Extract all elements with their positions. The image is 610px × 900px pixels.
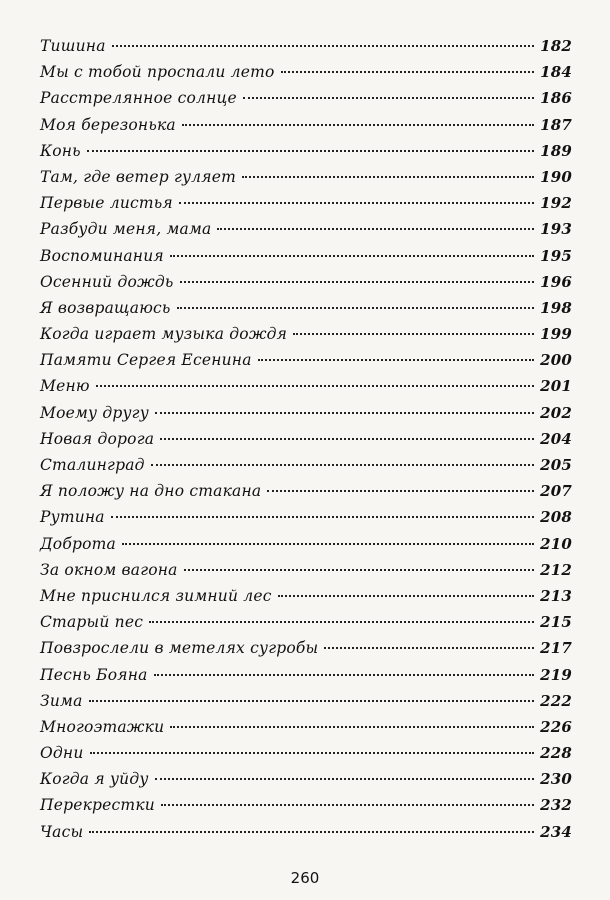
toc-entry-page: 187 [540,115,572,134]
dot-leader [89,831,534,833]
toc-entry [40,662,572,688]
toc-entry-title: Повзрослели в метелях сугробы [40,639,319,658]
dot-leader [96,385,534,387]
dot-leader [182,124,534,126]
toc-entry-page: 219 [540,665,572,684]
toc-entry-page: 196 [540,272,572,291]
dot-leader [112,45,534,47]
toc-entry-title: Новая дорога [40,429,155,448]
toc-entry-page: 207 [540,482,572,501]
dot-leader [90,752,535,754]
dot-leader [180,281,535,283]
toc-entry-title: Когда я уйду [40,770,149,789]
toc-entry-title: Я возвращаюсь [40,298,171,317]
toc-entry-title: Тишина [40,37,106,55]
toc-entry [40,216,572,242]
dot-leader [170,255,534,257]
toc-entry [40,688,572,714]
toc-entry [40,112,572,138]
toc-entry [40,609,572,635]
dot-leader [161,804,534,806]
toc-entry-title: Там, где ветер гуляет [40,167,236,186]
toc-entry [40,426,572,452]
toc-entry-page: 201 [540,377,572,396]
toc-entry-title: Многоэтажки [40,717,165,736]
toc-entry-title: Часы [40,822,84,841]
toc-entry-title: Мы с тобой проспали лето [40,63,275,82]
toc-entry-page: 182 [540,37,572,55]
dot-leader [155,778,535,780]
toc-entry-page: 232 [540,796,572,815]
toc-entry-page: 222 [540,691,572,710]
toc-entry [40,635,572,661]
dot-leader [170,726,534,728]
dot-leader [281,71,535,73]
toc-entry-page: 228 [540,744,572,763]
toc-entry-title: Осенний дождь [40,272,174,291]
dot-leader [324,647,534,649]
toc-entry-page: 198 [540,298,572,317]
toc-entry-title: Конь [40,141,81,160]
toc-entry-title: Песнь Бояна [40,665,148,684]
toc-entry [40,504,572,530]
toc-entry-page: 190 [540,167,572,186]
toc-entry-page: 186 [540,89,572,108]
dot-leader [89,700,535,702]
toc-entry-title: Памяти Сергея Есенина [40,351,252,370]
dot-leader [122,543,534,545]
dot-leader [243,97,534,99]
toc-entry-page: 195 [540,246,572,265]
dot-leader [111,516,534,518]
toc-entry-title: Сталинград [40,456,145,474]
dot-leader [293,333,534,335]
toc-entry [40,59,572,85]
toc-entry [40,531,572,557]
toc-entry [40,478,572,504]
toc-entry [40,766,572,792]
dot-leader [258,359,534,361]
toc-entry-page: 210 [540,534,572,553]
toc-entry-title: Меню [40,377,90,396]
toc-entry-page: 215 [540,613,572,632]
toc-entry-title: Перекрестки [40,796,155,815]
toc-entry [40,138,572,164]
toc-entry [40,373,572,399]
page-number: 260 [290,869,320,887]
toc-entry-page: 189 [540,141,572,160]
dot-leader [154,674,534,676]
toc-entry-page: 234 [540,822,572,841]
dot-leader [217,228,534,230]
toc-entry-title: Когда играет музыка дождя [40,325,288,344]
table-of-contents [40,33,572,845]
toc-entry [40,740,572,766]
toc-entry [40,400,572,426]
toc-entry-title: Рутина [40,508,105,527]
toc-entry-title: Моя березонька [40,115,176,134]
toc-entry-title: Воспоминания [40,246,164,265]
toc-entry [40,714,572,740]
toc-entry-title: Первые листья [40,194,173,213]
dot-leader [160,438,534,440]
toc-entry [40,243,572,269]
toc-entry [40,321,572,347]
toc-entry-title: Я положу на дно стакана [40,482,262,501]
toc-entry-title: Старый пес [40,613,144,632]
toc-entry-title: За окном вагона [40,560,178,579]
toc-entry-page: 230 [540,770,572,789]
toc-entry [40,347,572,373]
toc-entry-title: Доброта [40,534,116,553]
toc-entry [40,85,572,111]
toc-entry-page: 184 [540,63,572,82]
dot-leader [242,176,534,178]
dot-leader [149,621,534,623]
toc-entry-page: 192 [540,194,572,213]
toc-entry-title: Одни [40,744,84,763]
dot-leader [278,595,534,597]
toc-entry [40,792,572,818]
dot-leader [179,202,534,204]
dot-leader [184,569,534,571]
toc-entry [40,164,572,190]
toc-entry [40,557,572,583]
toc-entry-page: 213 [540,586,572,605]
toc-entry-page: 212 [540,560,572,579]
toc-entry-title: Зима [40,691,83,710]
toc-entry [40,819,572,845]
toc-entry-page: 208 [540,508,572,527]
toc-entry [40,269,572,295]
toc-entry-page: 193 [540,220,572,239]
toc-entry [40,295,572,321]
toc-entry-page: 205 [540,456,572,474]
dot-leader [87,150,534,152]
toc-entry-title: Моему другу [40,403,149,422]
dot-leader [177,307,535,309]
toc-entry [40,190,572,216]
toc-entry-page: 226 [540,717,572,736]
dot-leader [155,412,534,414]
dot-leader [151,464,534,466]
toc-entry-page: 199 [540,325,572,344]
toc-entry-title: Расстрелянное солнце [40,89,237,108]
toc-entry [40,452,572,478]
toc-entry [40,33,572,59]
toc-entry-page: 200 [540,351,572,370]
toc-entry-title: Разбуди меня, мама [40,220,212,239]
toc-entry-page: 202 [540,403,572,422]
toc-entry [40,583,572,609]
toc-entry-title: Мне приснился зимний лес [40,586,272,605]
dot-leader [267,490,534,492]
toc-entry-page: 204 [540,429,572,448]
toc-entry-page: 217 [540,639,572,658]
